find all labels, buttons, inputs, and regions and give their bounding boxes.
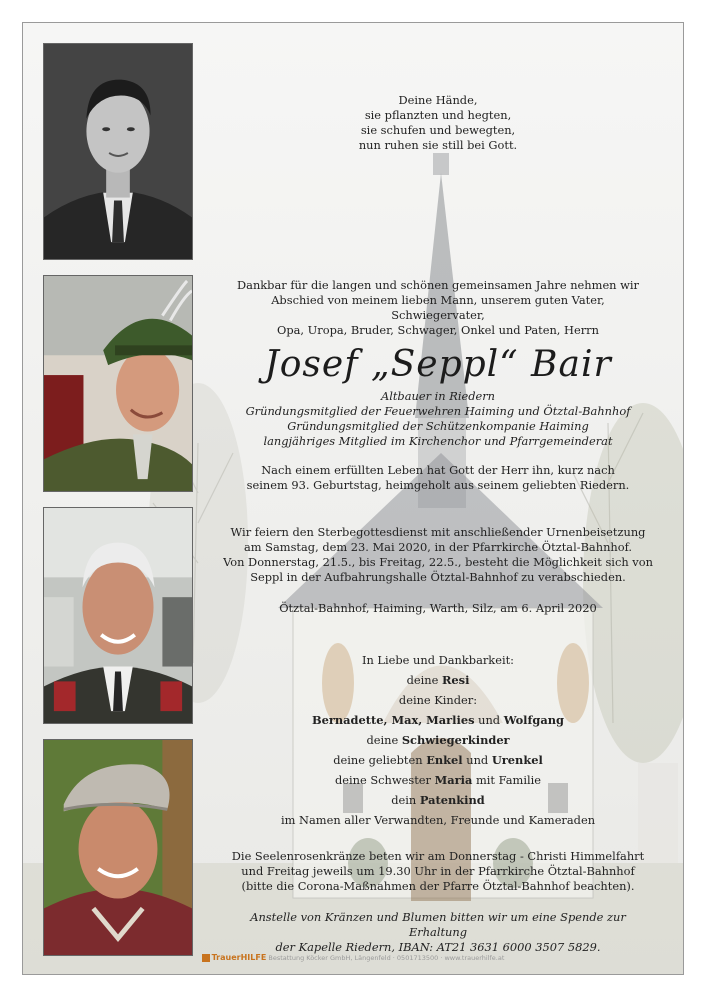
mourner-line: im Namen aller Verwandten, Freunde und Kameraden: [280, 813, 596, 827]
obituary-card: [22, 22, 684, 975]
death-line: seinem 93. Geburtstag, heimgeholt aus seinem geliebten Riedern.: [246, 478, 630, 492]
place-date-line: Ötztal-Bahnhof, Haiming, Warth, Silz, am 6. April 2020: [279, 601, 597, 615]
mourners-intro: In Liebe und Dankbarkeit:: [361, 653, 515, 667]
service-line: Wir feiern den Sterbegottesdienst mit anschließender Urnenbeisetzung: [230, 525, 646, 539]
mourner-line: [223, 730, 653, 750]
donation-line: Anstelle von Kränzen und Blumen bitten wir um eine Spende zur Erhaltung: [250, 910, 626, 939]
mourner-text: und: [474, 713, 504, 727]
mourner-name: Bernadette, Max, Marlies: [312, 713, 475, 727]
portrait-photo-uniform: [43, 507, 193, 724]
footer: [23, 953, 683, 962]
poem-line: sie pflanzten und hegten,: [364, 108, 512, 122]
intro-line: Dankbar für die langen und schönen gemeinsamen Jahre nehmen wir: [237, 278, 639, 292]
poem-line: nun ruhen sie still bei Gott.: [358, 138, 518, 152]
portrait-photo-young: [43, 43, 193, 260]
rosary-info: [223, 849, 653, 894]
mourner-name: Maria: [434, 773, 473, 787]
deceased-name: Josef „Seppl“ Bair: [264, 344, 612, 385]
footer-brand: TrauerHILFE: [211, 953, 267, 962]
title-line: Altbauer in Riedern: [380, 389, 496, 403]
portrait-photo-cap: [43, 739, 193, 956]
rosary-line: und Freitag jeweils um 19.30 Uhr in der Pfarrkirche Ötztal-Bahnhof: [241, 864, 635, 878]
mourner-line: [223, 770, 653, 790]
poem: [223, 93, 653, 153]
mourner-name: Patenkind: [419, 793, 485, 807]
mourner-text: dein: [391, 793, 420, 807]
intro-text: [223, 278, 653, 338]
title-line: Gründungsmitglied der Feuerwehren Haiming und Ötztal-Bahnhof: [245, 404, 631, 418]
mourner-text: deine: [366, 733, 402, 747]
mourner-line: deine Kinder:: [398, 693, 478, 707]
donation-request: [223, 910, 653, 955]
rosary-line: Die Seelenrosenkränze beten wir am Donnerstag - Christi Himmelfahrt: [231, 849, 645, 863]
mourner-line: [223, 790, 653, 810]
poem-line: sie schufen und bewegten,: [360, 123, 516, 137]
service-line: Seppl in der Aufbahrungshalle Ötztal-Bahnhof zu verabschieden.: [250, 570, 626, 584]
donation-line: der Kapelle Riedern, IBAN: AT21 3631 6000 3507 5829.: [275, 940, 601, 954]
service-line: am Samstag, dem 23. Mai 2020, in der Pfarrkirche Ötztal-Bahnhof.: [243, 540, 633, 554]
rosary-line: (bitte die Corona-Maßnahmen der Pfarre Ötztal-Bahnhof beachten).: [241, 879, 635, 893]
title-line: Gründungsmitglied der Schützenkompanie Haiming: [287, 419, 589, 433]
mourners: [223, 650, 653, 830]
mourner-name: Resi: [441, 673, 470, 687]
mourner-line: [223, 750, 653, 770]
mourner-line: [223, 710, 653, 730]
mourner-text: und: [462, 753, 492, 767]
title-line: langjähriges Mitglied im Kirchenchor und Pfarrgemeinderat: [263, 434, 613, 448]
mourner-text: mit Familie: [472, 773, 541, 787]
poem-line: Deine Hände,: [398, 93, 478, 107]
mourner-line: [223, 670, 653, 690]
mourner-name: Wolfgang: [503, 713, 564, 727]
place-date: [223, 601, 653, 616]
portrait-photo-hat: [43, 275, 193, 492]
service-info: [223, 525, 653, 585]
mourner-text: deine geliebten: [333, 753, 427, 767]
intro-line: Opa, Uropa, Bruder, Schwager, Onkel und Paten, Herrn: [277, 323, 599, 337]
trauerhilfe-logo-icon: [202, 954, 210, 962]
mourner-text: deine Schwester: [335, 773, 435, 787]
service-line: Von Donnerstag, 21.5., bis Freitag, 22.5., besteht die Möglichkeit sich von: [223, 555, 653, 569]
titles: [223, 389, 653, 449]
deceased-name-block: [223, 345, 653, 385]
death-notice: [223, 463, 653, 493]
footer-text: Bestattung Köcker GmbH, Längenfeld · 0501713500 · www.trauerhilfe.at: [268, 954, 505, 962]
death-line: Nach einem erfüllten Leben hat Gott der Herr ihn, kurz nach: [261, 463, 615, 477]
mourner-text: deine: [406, 673, 442, 687]
mourner-name: Enkel: [426, 753, 463, 767]
intro-line: Abschied von meinem lieben Mann, unserem guten Vater, Schwiegervater,: [271, 293, 605, 322]
mourner-name: Urenkel: [491, 753, 543, 767]
mourner-name: Schwiegerkinder: [401, 733, 510, 747]
